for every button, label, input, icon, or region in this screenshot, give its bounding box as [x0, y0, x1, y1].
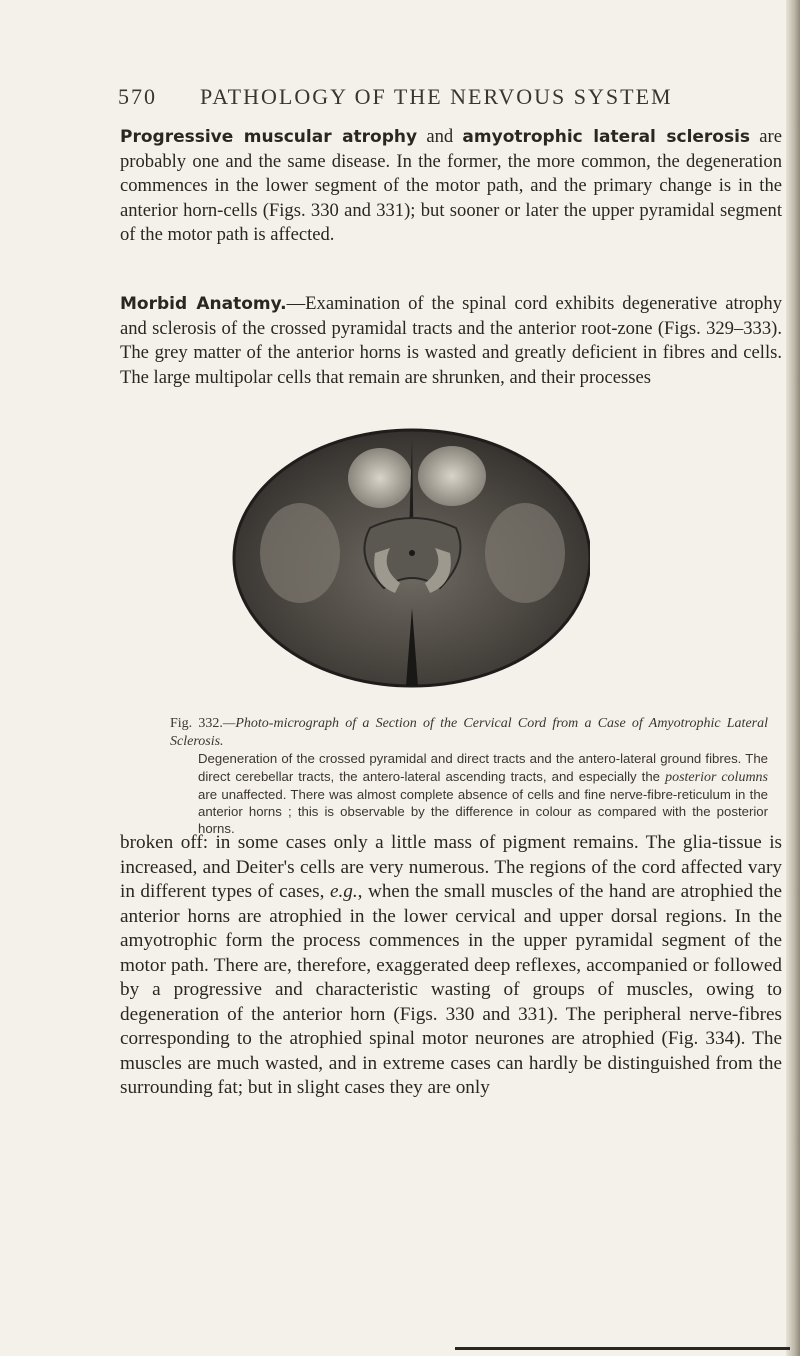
central-canal	[409, 550, 415, 556]
lateral-tract-right	[485, 503, 565, 603]
page-binding-edge	[786, 0, 800, 1356]
page-number: 570	[118, 84, 157, 109]
term-progressive-muscular-atrophy: Progressive muscular atrophy	[120, 127, 418, 147]
paragraph-3-text-b: , when the small muscles of the hand are atrophied the anterior horns are atrophied in the lower cervical and upper dorsal regions. In the amyotrophic form the process commences in the upper pyramidal segment of the motor path. There are, therefore, exaggerated deep reflexes, accompanied or followed by a progressive and characteristic wasting of groups of muscles, owing to degeneration of the anterior horn (Figs. 330 and 331). The peripheral nerve-fibres corresponding to the atrophied spinal motor neurones are atrophied (Fig. 334). The muscles are much wasted, and in extreme cases can hardly be distinguished from the surrounding fat; but in slight cases they are only	[120, 881, 782, 1098]
lateral-tract-left	[260, 503, 340, 603]
paragraph-continued	[120, 831, 782, 1101]
caption-text-a: Degeneration of the crossed pyramidal and direct tracts and the antero-lateral ground fibres. The direct cerebellar tracts, the antero-lateral ascending tracts, and especially the	[198, 751, 768, 784]
posterior-column-left	[348, 448, 412, 508]
caption-emphasis: posterior columns	[665, 769, 769, 785]
bottom-rule	[455, 1347, 790, 1350]
paragraph-2-text: —Examination of the spinal cord exhibits degenerative atrophy and sclerosis of the crossed pyramidal tracts and the anterior root-zone (Figs. 329–333). The grey matter of the anterior horns is wasted and greatly deficient in fibres and cells. The large multipolar cells that remain are shrunken, and their processes	[120, 293, 782, 388]
paragraph-morbid-anatomy	[120, 292, 782, 390]
term-amyotrophic-lateral-sclerosis: amyotrophic lateral sclerosis	[462, 127, 751, 147]
paragraph-progressive-atrophy	[120, 125, 782, 248]
heading-morbid-anatomy: Morbid Anatomy.	[120, 294, 287, 314]
abbrev-eg: e.g.	[329, 881, 358, 902]
posterior-column-right	[418, 446, 486, 506]
paragraph-1-text: are probably one and the same disease. In the former, the more common, the degeneration commences in the lower segment of the motor path, and the primary change is in the anterior horn-cells (Figs. 330 and 331); but sooner or later the upper pyramidal segment of the motor path is affected.	[120, 126, 782, 246]
figure-caption	[170, 714, 768, 837]
figure-title: —Photo-micrograph of a Section of the Cervical Cord from a Case of Amyotrophic Lateral Sclerosis.	[170, 716, 769, 750]
caption-text-b: are unaffected. There was almost complete absence of cells and fine nerve-fibre-reticulum in the anterior horns ; this is observable by the difference in colour as compared with the posterior horns.	[198, 786, 768, 837]
conjunction: and	[417, 126, 463, 147]
paragraph-3-text-a: broken off: in some cases only a little mass of pigment remains. The glia-tissue is increased, and Deiter's cells are very numerous. The regions of the cord affected vary in different types of cases,	[120, 832, 782, 902]
figure-label: Fig. 332.	[170, 716, 223, 731]
spinal-cord-photomicrograph	[230, 418, 590, 696]
running-head	[118, 84, 678, 112]
running-title: PATHOLOGY OF THE NERVOUS SYSTEM	[200, 84, 673, 109]
